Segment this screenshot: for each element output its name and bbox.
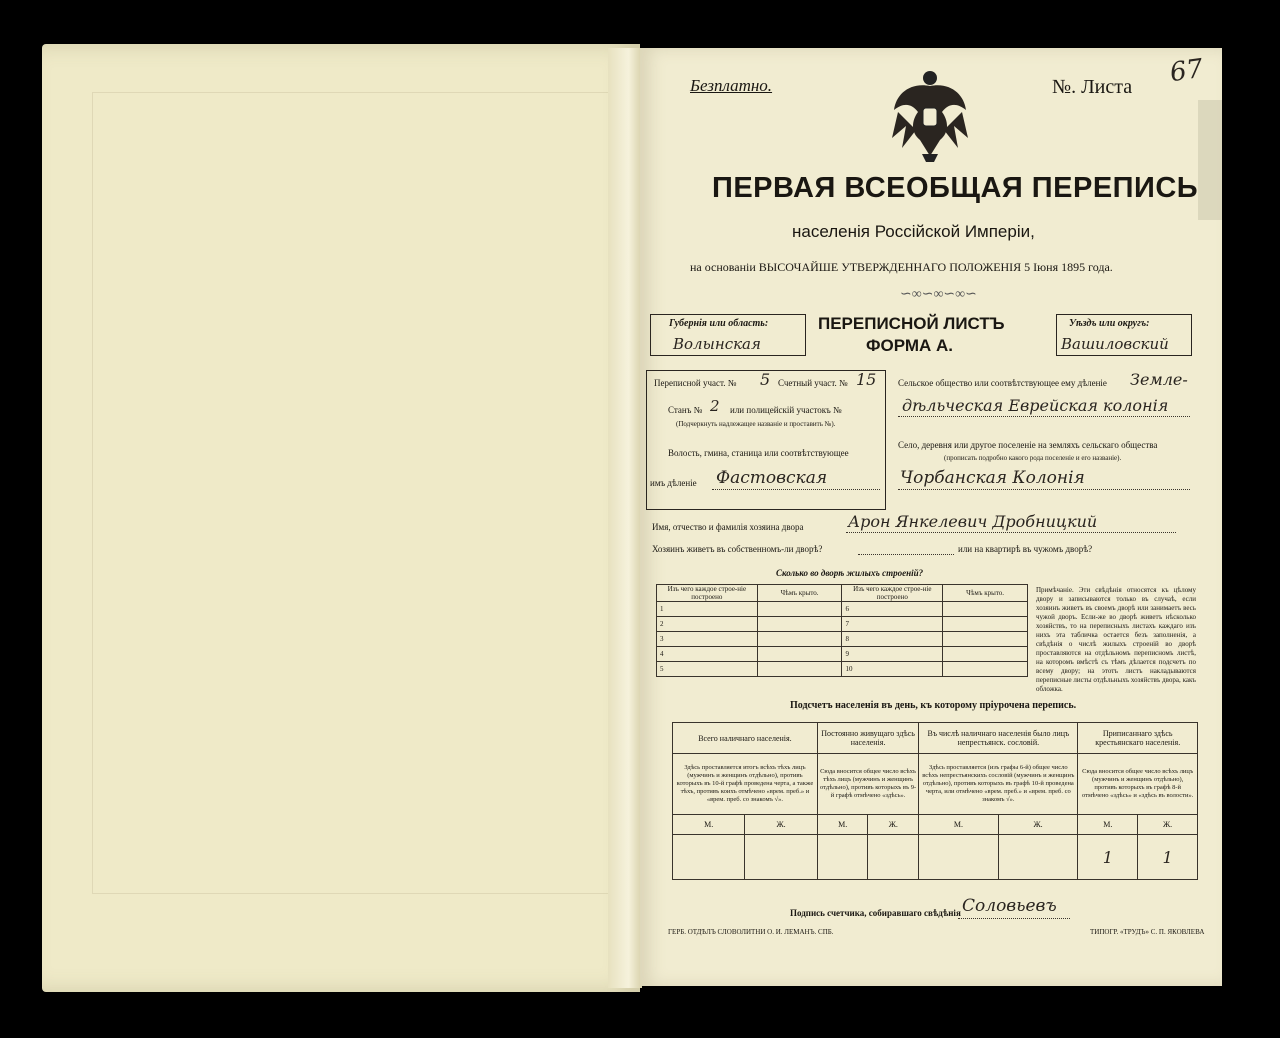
- buildings-col-roof: Чѣмъ крыто.: [757, 585, 842, 602]
- form-subtitle: населенія Россійской Имперіи,: [792, 222, 1035, 241]
- buildings-col-material: Изъ чего каждое строе-ніе построено: [657, 585, 758, 602]
- selskoe-label: Сельское общество или соотвѣтствующее ему дѣленіе: [898, 378, 1107, 388]
- col-zh: Ж.: [745, 814, 818, 834]
- stan-label: Станъ №: [668, 405, 703, 415]
- buildings-col-material-2: Изъ чего каждое строе-ніе построено: [842, 585, 943, 602]
- lives-line-1: [858, 554, 954, 555]
- podschet-title: Подсчетъ населенія въ день, къ которому пріурочена перепись.: [790, 700, 1077, 711]
- col-m: М.: [673, 814, 745, 834]
- owner-line: [846, 532, 1176, 533]
- guberniya-label: Губернія или область:: [669, 318, 769, 329]
- selskoe-line: [898, 416, 1190, 417]
- podschet-d1: Здѣсь проставляется итогъ всѣхъ тѣхъ лицъ (мужчинъ и женщинъ отдѣльно), противъ которыхъ въ 10-й графѣ проведена черта, а также тѣхъ, противъ коихъ отмѣчено «врем. преб.» и «врем. преб. со знакомъ √».: [673, 754, 818, 815]
- owner-label: Имя, отчество и фамилія хозяина двора: [652, 522, 804, 532]
- note-text: Примѣчаніе. Эти свѣдѣнія относятся къ цѣлому двору и записываются только въ случаѣ, если хозяинъ живетъ въ своемъ дворѣ или занимаетъ весь чужой дворъ. Если-же во дворѣ живетъ нѣсколько хозяйствъ, то на переписныхъ листахъ каждаго изъ нихъ эта табличка остается безъ заполненія, а свѣдѣнія о числѣ жилыхъ строеній во дворѣ проставляются на отдѣльномъ переписномъ листѣ, на которомъ вмѣстѣ съ тѣмъ дѣлается подсчетъ по всему двору; на этотъ листъ накладываются переписные листы отдѣльныхъ хозяйствъ двора, какъ обложка.: [1036, 586, 1196, 693]
- form-variant: ФОРМА А.: [866, 336, 954, 355]
- buildings-table: [656, 584, 1028, 677]
- col-zh: Ж.: [868, 814, 919, 834]
- row-num: 7: [842, 617, 943, 632]
- sheet-number-label: №. Листа: [1052, 76, 1133, 98]
- sheet-number-value: 67: [1168, 53, 1206, 89]
- row-num: 1: [657, 602, 758, 617]
- guberniya-value: Волынская: [673, 335, 761, 353]
- left-page-bleedthrough: [92, 92, 622, 894]
- podschet-d2: Сюда вносится общее число всѣхъ тѣхъ лицъ (мужчинъ и женщинъ отдѣльно), противъ которыхъ въ 9-й графѣ отмѣчено «здѣсь».: [817, 754, 918, 815]
- signature-line: [958, 918, 1070, 919]
- podschet-h1: Всего наличнаго населенія.: [673, 723, 818, 754]
- row-num: 5: [657, 662, 758, 677]
- owner-value: Арон Янкелевич Дробницкий: [848, 512, 1098, 531]
- police-note: (Подчеркнуть надлежащее названіе и проставить №).: [676, 420, 836, 428]
- podschet-d4: Сюда вносится общее число всѣхъ лицъ (мужчинъ и женщинъ отдѣльно), противъ которыхъ въ графѣ 8-й отмѣчено «здѣсь» и «здѣсь въ волости».: [1078, 754, 1198, 815]
- podschet-h3: Въ числѣ наличнаго населенія было лицъ непрестьянск. сословій.: [919, 723, 1078, 754]
- selskoe-value-1: Земле-: [1130, 370, 1188, 389]
- row-num: 6: [842, 602, 943, 617]
- police-label: или полицейскій участокъ №: [730, 405, 842, 415]
- podschet-d3: Здѣсь проставляется (изъ графы 6-й) общее число всѣхъ непрестьянскихъ сословій (мужчинъ и женщинъ отдѣльно), противъ которыхъ въ графѣ 10-й проведена черта, или отмѣчено «врем. преб.» и «врем. преб. со знакомъ √».: [919, 754, 1078, 815]
- podschet-value-m: 1: [1078, 835, 1138, 880]
- lives-label-2: или на квартирѣ въ чужомъ дворѣ?: [958, 544, 1093, 554]
- uezd-label: Уѣздъ или округъ:: [1069, 318, 1150, 329]
- buildings-col-roof-2: Чѣмъ крыто.: [943, 585, 1028, 602]
- selo-value: Чорбанская Колонія: [900, 468, 1085, 488]
- volost-line: [712, 489, 880, 490]
- page-edge-fold: [1198, 100, 1222, 220]
- row-num: 9: [842, 647, 943, 662]
- printer-left: ГЕРБ. ОТДѢЛЪ СЛОВОЛИТНИ О. И. ЛЕМАНЪ. СПБ.: [668, 928, 834, 936]
- row-num: 10: [842, 662, 943, 677]
- schet-uch-label: Счетный участ. №: [778, 378, 848, 388]
- podschet-value-zh: 1: [1138, 835, 1198, 880]
- volost-label: Волость, гмина, станица или соотвѣтствующее: [668, 448, 849, 458]
- selo-label: Село, деревня или другое поселеніе на земляхъ сельскаго общества: [898, 440, 1158, 450]
- book-spine: [608, 48, 642, 988]
- selo-line: [898, 489, 1190, 490]
- uezd-value: Вашиловский: [1061, 335, 1169, 353]
- selo-note: (прописать подробно какого рода поселеніе и его названіе).: [944, 454, 1122, 462]
- selskoe-value-2: дѣльческая Еврейская колонія: [902, 396, 1169, 415]
- col-m: М.: [919, 814, 998, 834]
- perepis-uch-label: Переписной участ. №: [654, 378, 737, 388]
- signature-value: Соловьевъ: [962, 896, 1057, 916]
- row-num: 4: [657, 647, 758, 662]
- free-label: Безплатно.: [690, 76, 773, 95]
- form-legal-basis: на основаніи ВЫСОЧАЙШЕ УТВЕРЖДЕННАГО ПОЛОЖЕНІЯ 5 Іюня 1895 года.: [690, 260, 1113, 274]
- imperial-eagle-icon: [890, 68, 970, 164]
- podschet-h4: Приписаннаго здѣсь крестьянскаго населенія.: [1078, 723, 1198, 754]
- volost-value: Фастовская: [716, 468, 828, 488]
- uezd-box: [1056, 314, 1192, 356]
- lives-label: Хозяинъ живетъ въ собственномъ-ли дворѣ?: [652, 544, 823, 554]
- stan-value: 2: [710, 397, 720, 415]
- col-m: М.: [817, 814, 868, 834]
- row-num: 3: [657, 632, 758, 647]
- perepis-uch-value: 5: [760, 370, 771, 389]
- podschet-h2: Постоянно живущаго здѣсь населенія.: [817, 723, 918, 754]
- schet-uch-value: 15: [856, 370, 877, 389]
- col-zh: Ж.: [998, 814, 1078, 834]
- row-num: 8: [842, 632, 943, 647]
- ornament-divider: ∽∞∽∞∽∞∽: [900, 287, 977, 302]
- volost-label-2: имъ дѣленіе: [650, 478, 697, 488]
- printer-right: ТИПОГР. «ТРУДЪ» С. П. ЯКОВЛЕВА: [1090, 928, 1205, 936]
- guberniya-box: [650, 314, 806, 356]
- form-title: ПЕРЕПИСНОЙ ЛИСТЪ: [818, 314, 1005, 333]
- col-m: М.: [1078, 814, 1138, 834]
- signature-label: Подпись счетчика, собиравшаго свѣдѣнія: [790, 908, 961, 918]
- buildings-question: Сколько во дворѣ жилыхъ строеній?: [776, 568, 924, 578]
- row-num: 2: [657, 617, 758, 632]
- form-main-title: ПЕРВАЯ ВСЕОБЩАЯ ПЕРЕПИСЬ: [712, 172, 1199, 204]
- podschet-table: [672, 722, 1198, 880]
- col-zh: Ж.: [1138, 814, 1198, 834]
